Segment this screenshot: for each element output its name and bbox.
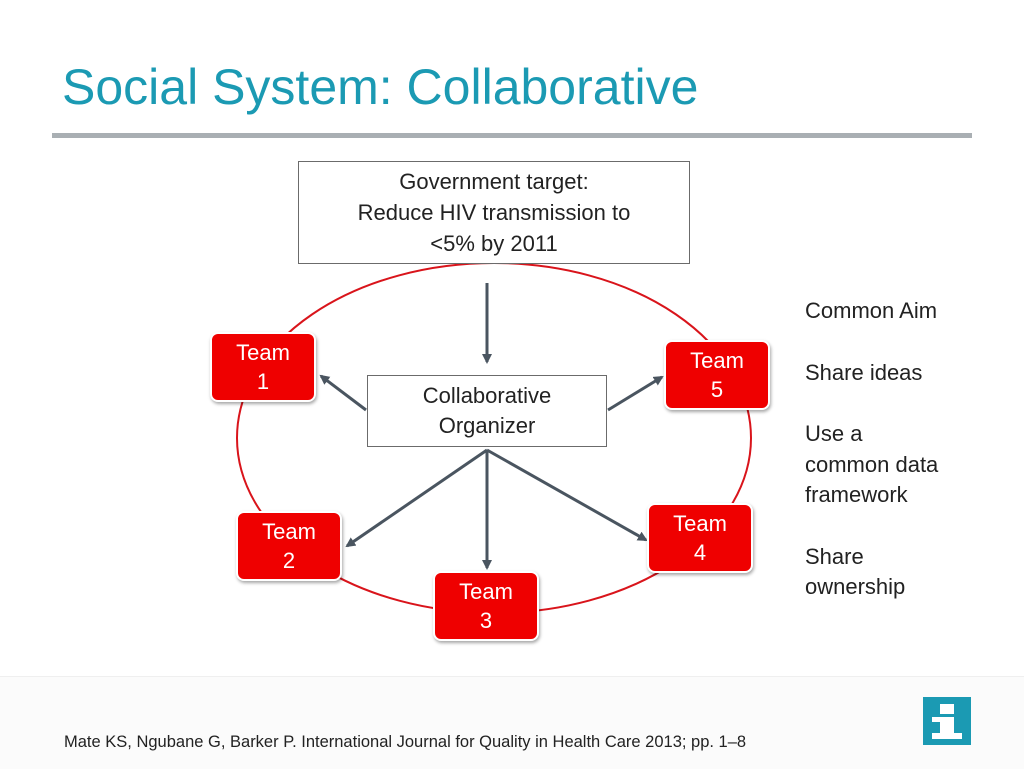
arrow-organizer-to-team-4 [487, 450, 646, 540]
aims-list [805, 296, 1005, 634]
government-target-line: <5% by 2011 [430, 231, 558, 256]
team-label: Team [673, 511, 727, 536]
government-target-box [298, 161, 690, 264]
team-number: 2 [282, 548, 296, 573]
organizer-line: Collaborative [422, 383, 552, 408]
team-number: 3 [479, 608, 493, 633]
ihi-info-logo-icon [923, 697, 971, 745]
arrow-organizer-to-team-1 [321, 376, 366, 410]
citation: Mate KS, Ngubane G, Barker P. International Journal for Quality in Health Care 2013; pp. 1–8 [64, 733, 747, 751]
aim-item: Use a common data framework [805, 421, 939, 507]
collaborative-organizer-box [367, 375, 607, 447]
team-2-box [236, 511, 342, 581]
team-label: Team [236, 340, 290, 365]
team-number: 1 [256, 369, 270, 394]
organizer-line: Organizer [438, 413, 536, 438]
footer-band [0, 676, 1024, 769]
aim-item: Share ideas [805, 359, 923, 385]
government-target-line: Government target: [399, 169, 589, 194]
arrow-organizer-to-team-2 [347, 450, 487, 546]
team-4-box [647, 503, 753, 573]
arrow-organizer-to-team-5 [608, 377, 662, 410]
team-1-box [210, 332, 316, 402]
team-number: 5 [710, 377, 724, 402]
slide-title: Social System: Collaborative [62, 59, 699, 115]
team-5-box [664, 340, 770, 410]
team-3-box [433, 571, 539, 641]
team-label: Team [262, 519, 316, 544]
aim-item: Share ownership [805, 543, 906, 599]
aim-item: Common Aim [805, 298, 938, 323]
team-label: Team [690, 348, 744, 373]
government-target-line: Reduce HIV transmission to [357, 200, 631, 225]
team-number: 4 [693, 540, 707, 565]
team-label: Team [459, 579, 513, 604]
